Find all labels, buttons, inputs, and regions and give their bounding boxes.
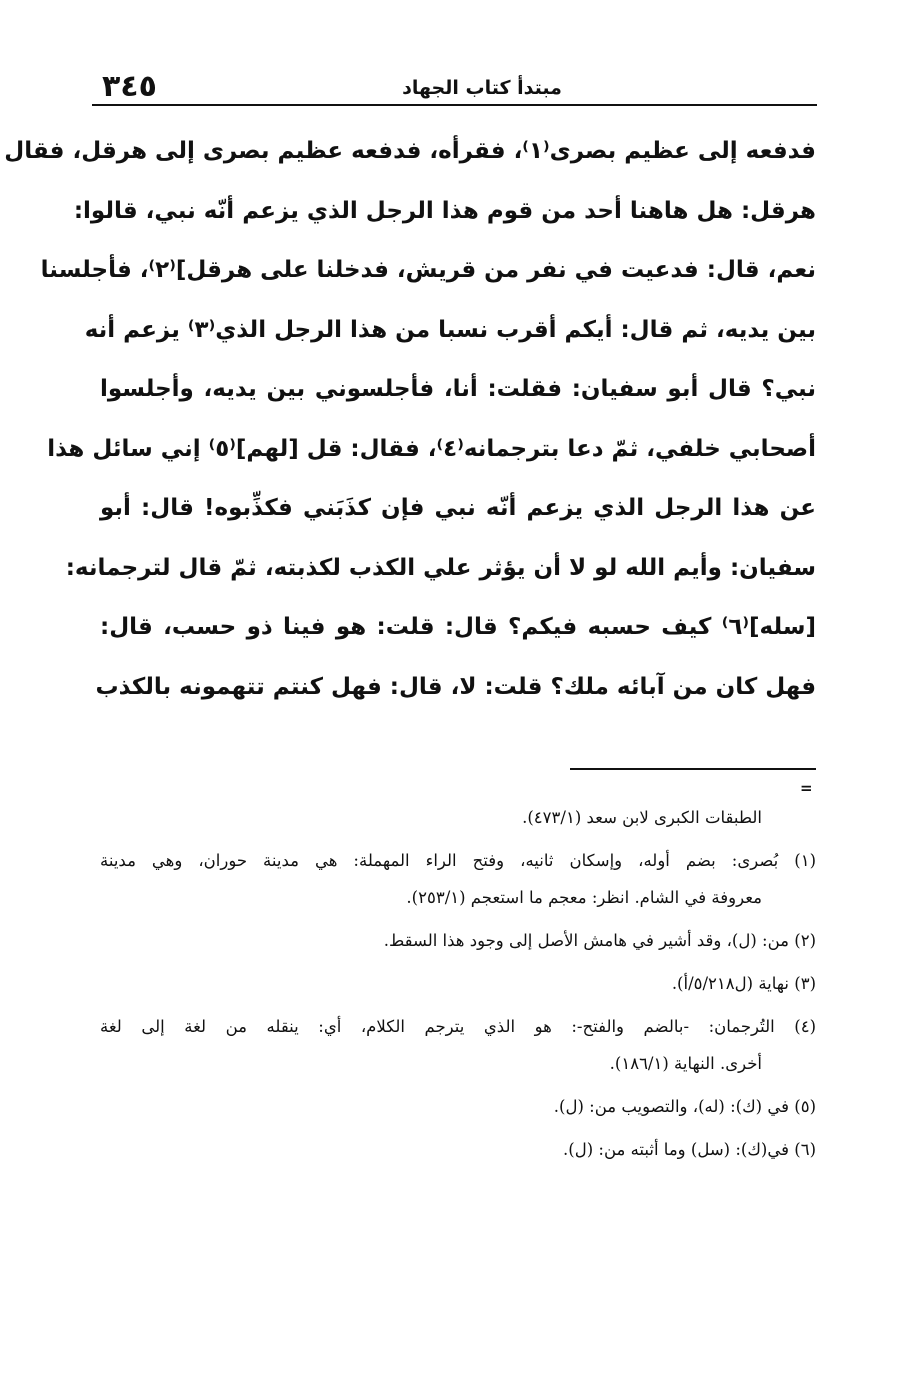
text-line: فدفعه إلى عظيم بصرى⁽١⁾، فقرأه، فدفعه عظيم بصرى إلى هرقل، فقال [4,138,816,164]
page-header [92,70,817,106]
text-line: [سله]⁽٦⁾ كيف حسبه فيكم؟ قال: قلت: هو فينا ذو حسب، قال: [100,614,816,640]
text-line: نبي؟ قال أبو سفيان: فقلت: أنا، فأجلسوني بين يديه، وأجلسوا [100,376,816,402]
text-line: نعم، قال: فدعيت في نفر من قريش، فدخلنا على هرقل]⁽٢⁾، فأجلسنا [40,257,816,283]
footnote-continuation-mark: = [800,779,813,797]
footnote-1-cont: معروفة في الشام. انظر: معجم ما استعجم (٢٥٣/١). [406,887,762,907]
header-rule [92,104,817,106]
footnote-2: (٢) من: (ل)، وقد أشير في هامش الأصل إلى وجود هذا السقط. [383,930,816,950]
footnote-1: (١) بُصرى: بضم أوله، وإسكان ثانيه، وفتح الراء المهملة: هي مدينة حوران، وهي مدينة [100,851,816,871]
footnote-5: (٥) في (ك): (له)، والتصويب من: (ل). [553,1097,816,1117]
footnote-4: (٤) التُرجمان: -بالضم والفتح-: هو الذي يترجم الكلام، أي: ينقله من لغة إلى لغة [100,1017,816,1037]
footnote-4-cont: أخرى. النهاية (١٨٦/١). [609,1053,762,1073]
text-line: أصحابي خلفي، ثمّ دعا بترجمانه⁽٤⁾، فقال: قل [لهم]⁽٥⁾ إني سائل هذا [47,435,816,462]
footnote-6: (٦) في(ك): (سل) وما أثبته من: (ل). [563,1140,816,1160]
footnote-separator [570,768,816,770]
running-title: مبتدأ كتاب الجهاد [402,77,562,99]
text-line: هرقل: هل هاهنا أحد من قوم هذا الرجل الذي يزعم أنّه نبي، قالوا: [73,197,816,224]
footnote-3: (٣) نهاية (ل٥/٢١٨/أ). [671,974,816,994]
text-line: سفيان: وأيم الله لو لا أن يؤثر علي الكذب لكذبته، ثمّ قال لترجمانه: [65,554,816,581]
text-line: بين يديه، ثم قال: أيكم أقرب نسبا من هذا الرجل الذي⁽٣⁾ يزعم أنه [84,316,816,343]
main-text [4,122,816,717]
footnote-continuation: الطبقات الكبرى لابن سعد (٤٧٣/١). [522,808,762,827]
page-number: ٣٤٥ [102,69,157,104]
footnotes [100,800,816,1169]
text-line: فهل كان من آبائه ملك؟ قلت: لا، قال: فهل كنتم تتهمونه بالكذب [95,673,816,700]
text-line: عن هذا الرجل الذي يزعم أنّه نبي فإن كذَبَني فكذِّبوه! قال: أبو [100,495,816,521]
